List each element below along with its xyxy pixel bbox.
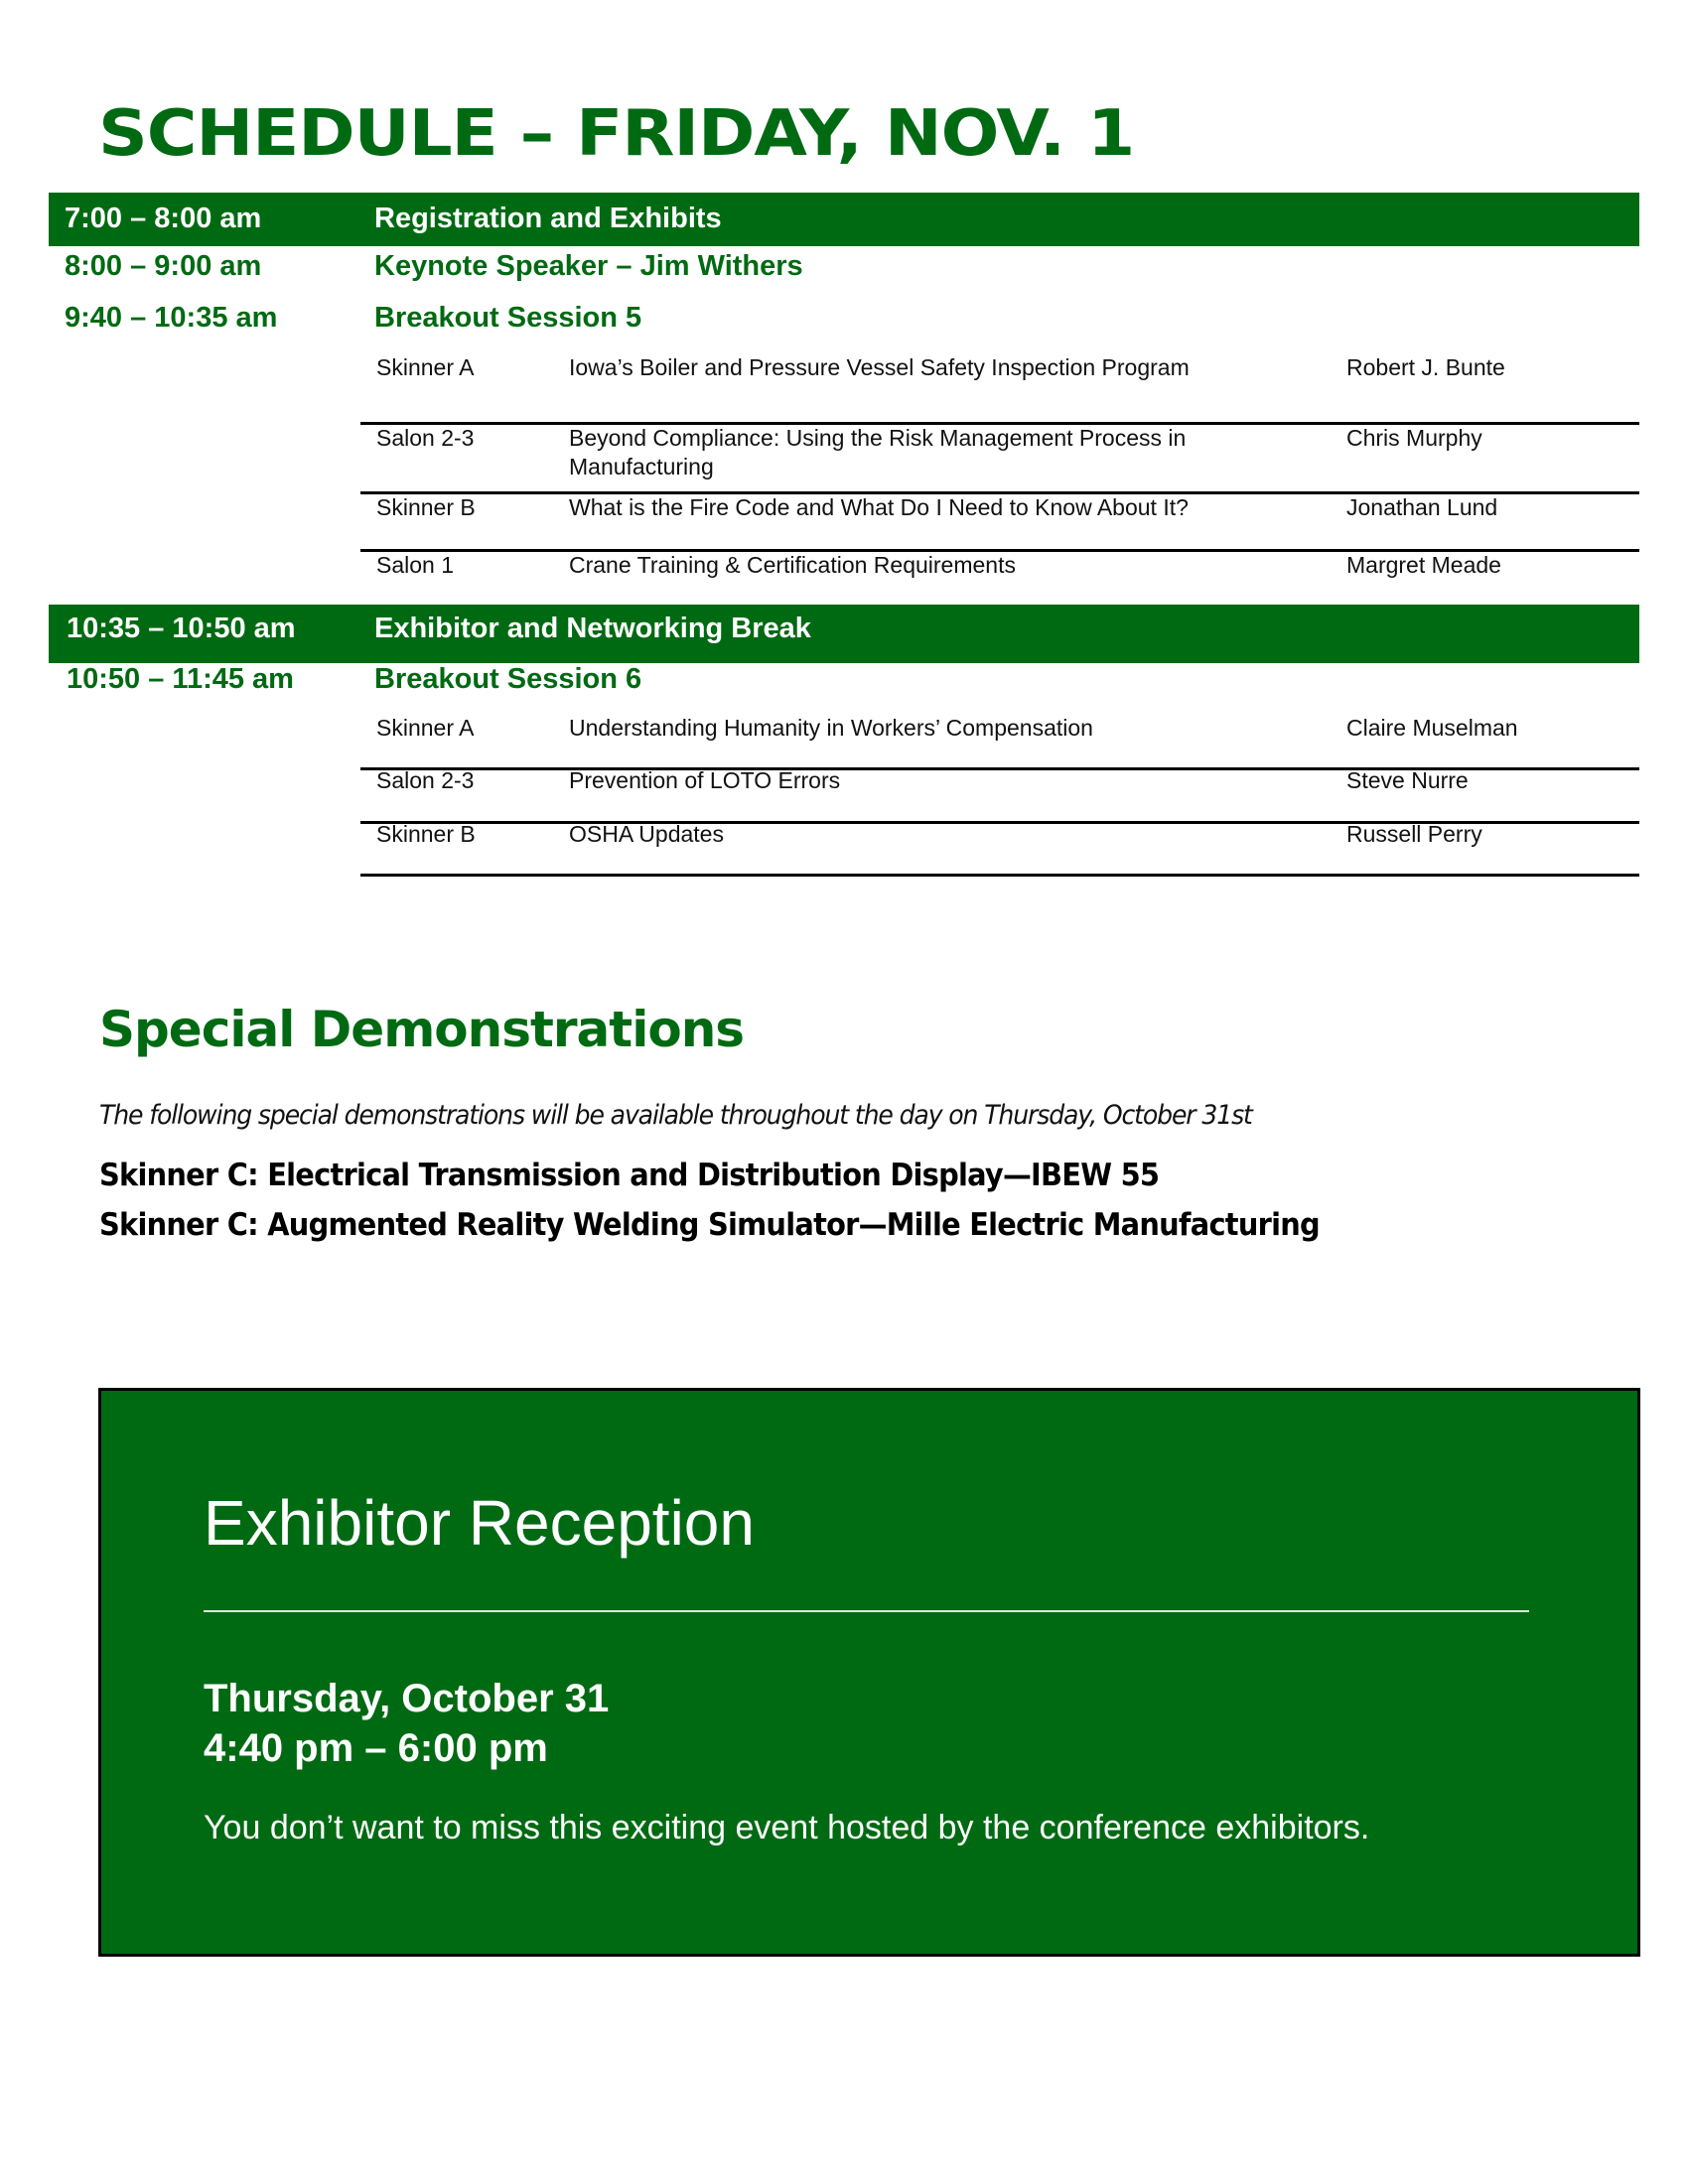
- session-title: What is the Fire Code and What Do I Need to Know About It?: [569, 494, 1189, 520]
- session-speaker: Robert J. Bunte: [1346, 354, 1505, 380]
- session-title: Iowa’s Boiler and Pressure Vessel Safety Inspection Program: [569, 354, 1190, 380]
- schedule-row-highlight: [49, 193, 1639, 246]
- session-room: Skinner A: [376, 354, 475, 380]
- session-room: Skinner A: [376, 715, 475, 741]
- session-room: Salon 1: [376, 552, 455, 578]
- time-slot: 10:35 – 10:50 am: [67, 613, 296, 644]
- session-title: Beyond Compliance: Using the Risk Management Process in Manufacturing: [569, 425, 1187, 479]
- session-title: Understanding Humanity in Workers’ Compensation: [569, 715, 1093, 741]
- session-title: OSHA Updates: [569, 821, 724, 847]
- time-slot: 7:00 – 8:00 am: [65, 203, 262, 234]
- time-slot: 8:00 – 9:00 am: [65, 250, 262, 282]
- reception-time: 4:40 pm – 6:00 pm: [204, 1726, 548, 1770]
- demonstration-item: Skinner C: Augmented Reality Welding Simulator—Mille Electric Manufacturing: [99, 1207, 1320, 1243]
- event-label: Exhibitor and Networking Break: [374, 613, 811, 644]
- event-label: Breakout Session 5: [374, 302, 642, 334]
- session-speaker: Russell Perry: [1346, 821, 1482, 847]
- reception-heading: Exhibitor Reception: [204, 1487, 755, 1559]
- event-label: Keynote Speaker – Jim Withers: [374, 250, 803, 282]
- time-slot: 9:40 – 10:35 am: [65, 302, 278, 334]
- row-divider: [360, 874, 1639, 877]
- exhibitor-reception-box: [98, 1388, 1640, 1957]
- section-heading: Special Demonstrations: [99, 1001, 745, 1058]
- session-title: Prevention of LOTO Errors: [569, 767, 841, 793]
- reception-date: Thursday, October 31: [204, 1677, 610, 1720]
- session-title: Crane Training & Certification Requirements: [569, 552, 1016, 578]
- session-speaker: Claire Muselman: [1346, 715, 1518, 741]
- session-speaker: Margret Meade: [1346, 552, 1501, 578]
- session-room: Skinner B: [376, 821, 476, 847]
- reception-divider: [204, 1610, 1529, 1612]
- time-slot: 10:50 – 11:45 am: [67, 663, 294, 695]
- event-label: Registration and Exhibits: [374, 203, 722, 234]
- session-room: Skinner B: [376, 494, 476, 520]
- event-label: Breakout Session 6: [374, 663, 642, 695]
- page-title: SCHEDULE – FRIDAY, NOV. 1: [98, 97, 1135, 171]
- reception-description: You don’t want to miss this exciting event hosted by the conference exhibitors.: [204, 1809, 1370, 1846]
- section-subtitle: The following special demonstrations will be available throughout the day on Thursday, October 31st: [99, 1100, 1252, 1131]
- session-speaker: Chris Murphy: [1346, 425, 1482, 451]
- schedule-row-highlight: [49, 605, 1639, 663]
- reception-datetime: [204, 1674, 609, 1773]
- session-room: Salon 2-3: [376, 425, 475, 451]
- session-speaker: Jonathan Lund: [1346, 494, 1498, 520]
- session-speaker: Steve Nurre: [1346, 767, 1469, 793]
- session-room: Salon 2-3: [376, 767, 475, 793]
- demonstration-item: Skinner C: Electrical Transmission and Distribution Display—IBEW 55: [99, 1158, 1160, 1193]
